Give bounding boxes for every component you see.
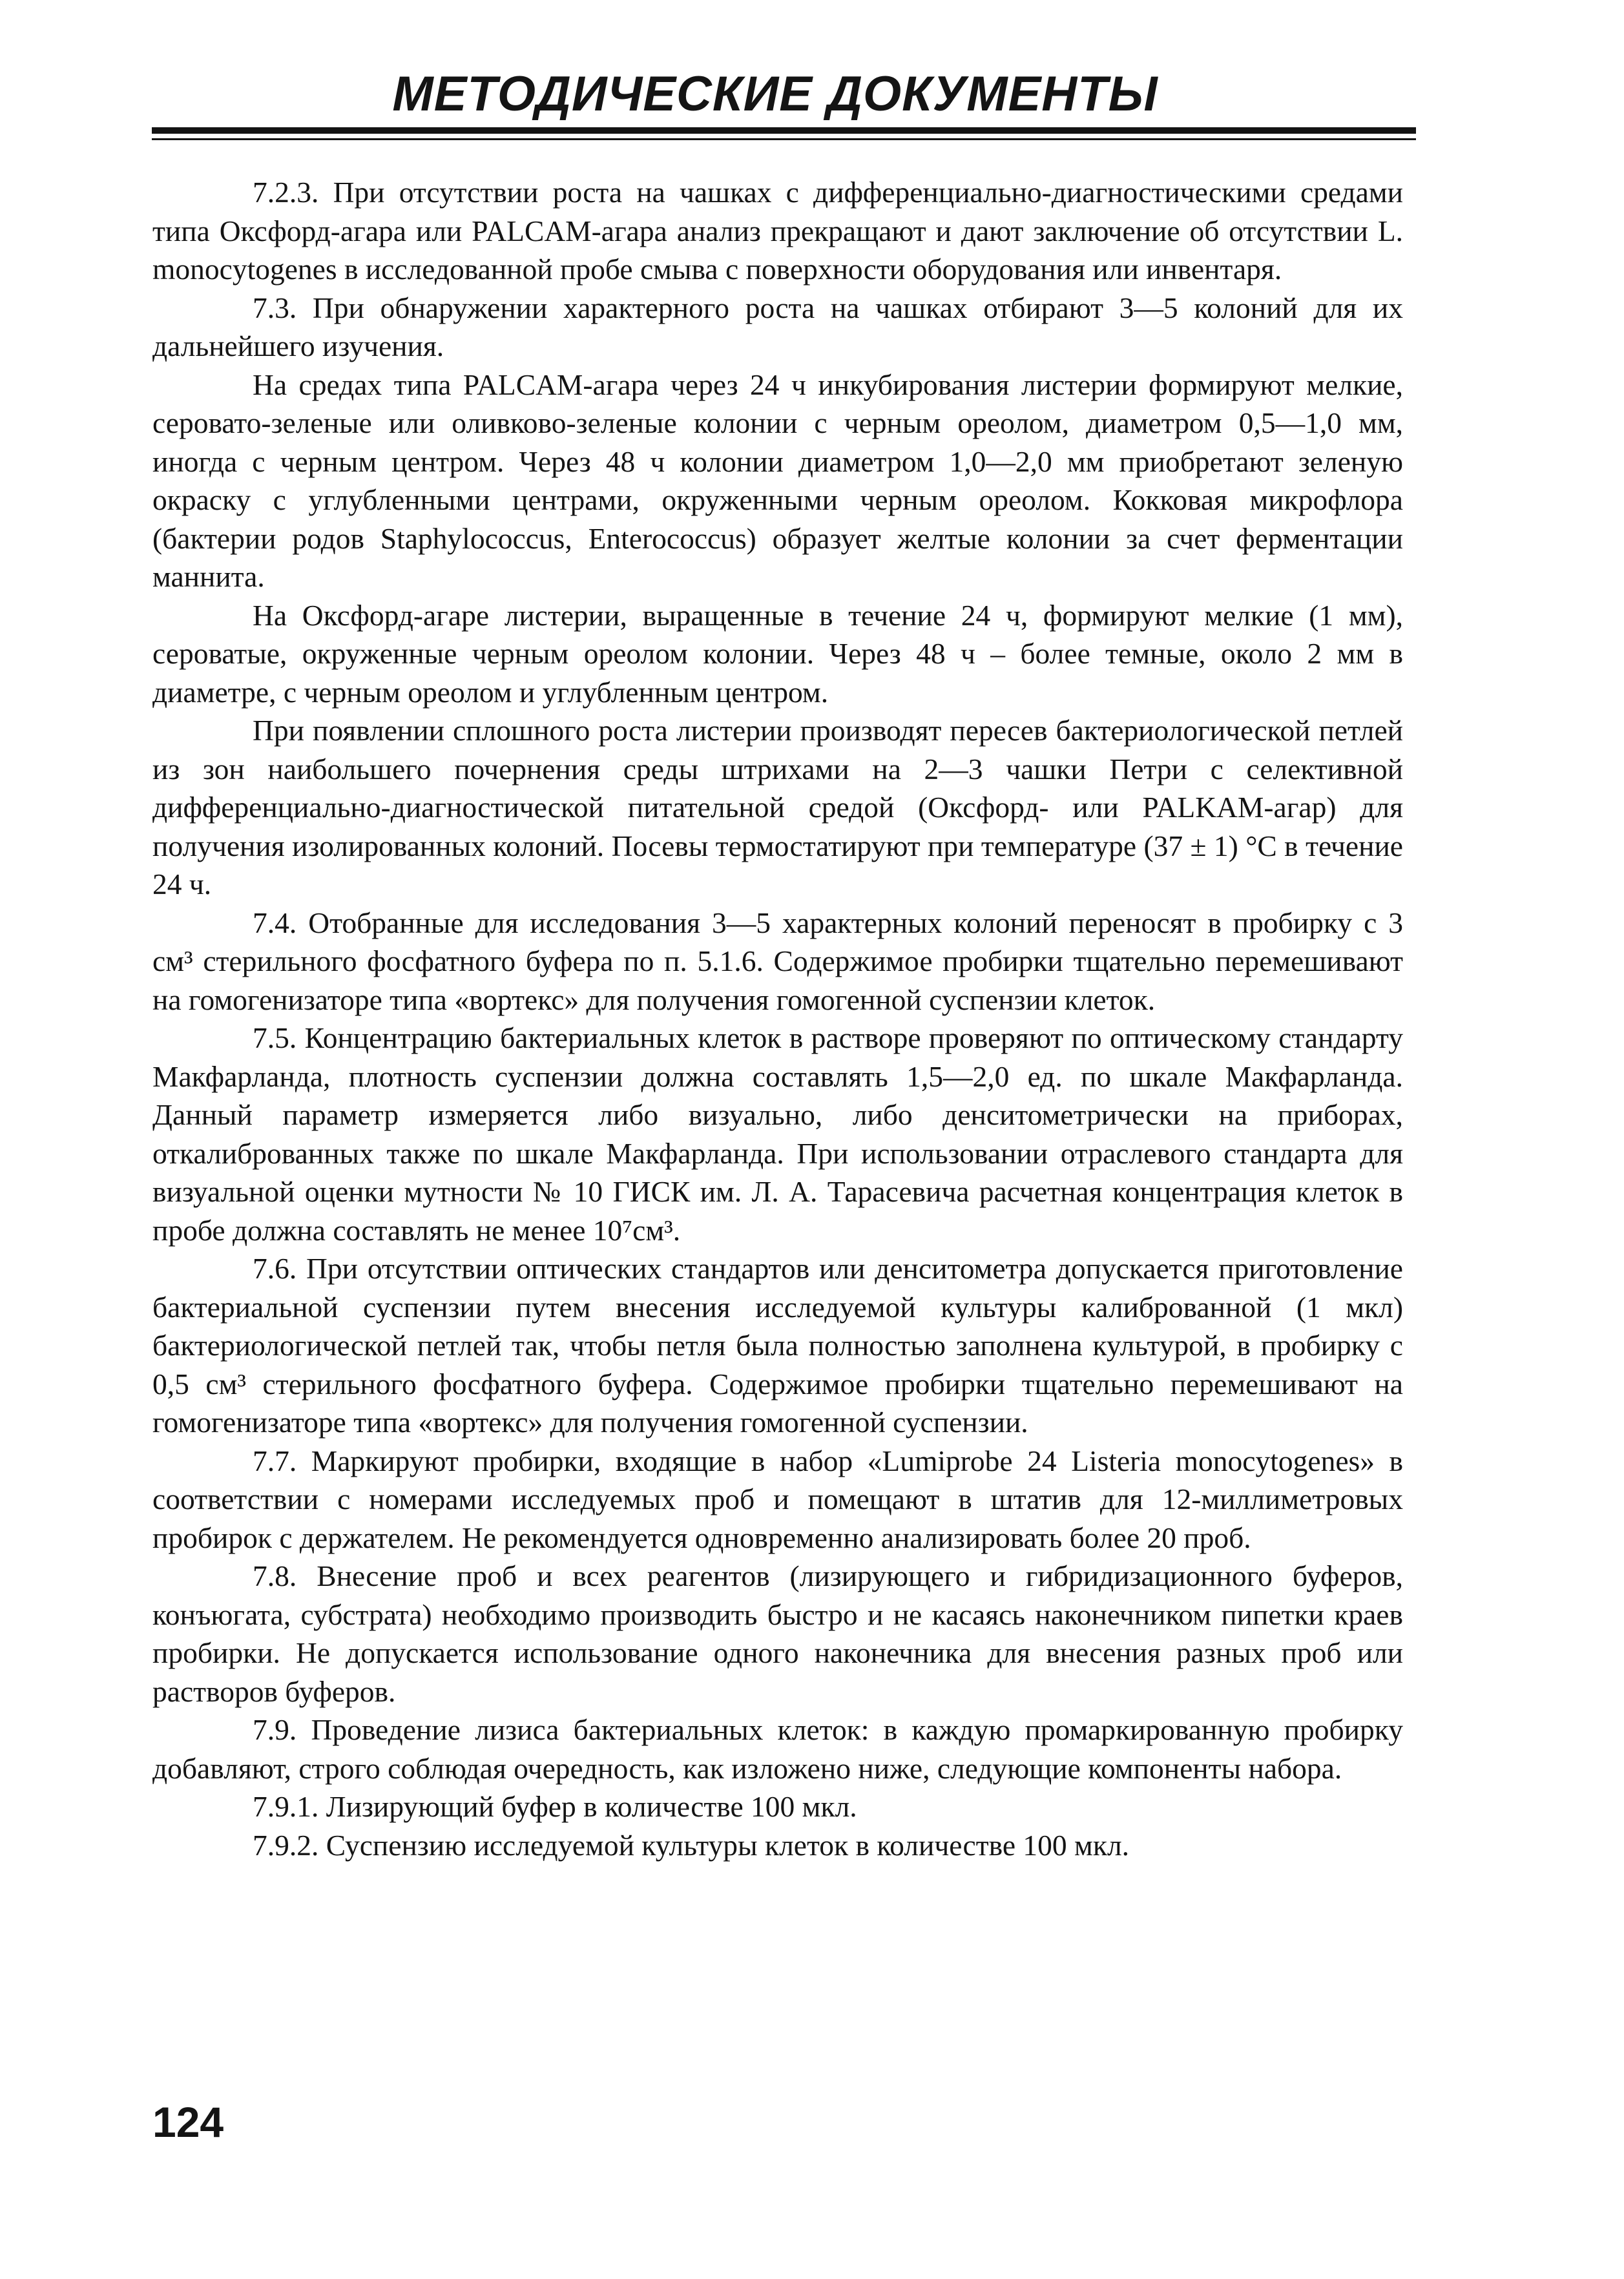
page-number: 124 — [152, 2098, 224, 2146]
body-text — [152, 173, 1403, 1864]
paragraph-oxford: На Оксфорд-агаре листерии, выращенные в течение 24 ч, формируют мелкие (1 мм), сероватые, окруженные черным ореолом колонии. Через 48 ч – более темные, около 2 мм в диаметре, с черным ореолом и углубленным центром. — [152, 598, 1403, 709]
paragraph-7-4: 7.4. Отобранные для исследования 3—5 характерных колоний переносят в пробирку с 3 см³ стерильного фосфатного буфера по п. 5.1.6. Содержимое пробирки тщательно перемешивают на гомогенизаторе типа «вортекс» для получения гомогенной суспензии клеток. — [152, 906, 1403, 1016]
page-header-title: МЕТОДИЧЕСКИЕ ДОКУМЕНТЫ — [392, 67, 1158, 121]
paragraph-7-9-1: 7.9.1. Лизирующий буфер в количестве 100 мкл. — [253, 1790, 857, 1823]
paragraph-7-9: 7.9. Проведение лизиса бактериальных клеток: в каждую промаркированную пробирку добавляют, строго соблюдая очередность, как изложено ниже, следующие компоненты набора. — [152, 1713, 1403, 1785]
header-rule-thin — [152, 138, 1416, 140]
header-rule-thick — [152, 127, 1416, 134]
paragraph-7-3: 7.3. При обнаружении характерного роста на чашках отбирают 3—5 колоний для их дальнейшего изучения. — [152, 291, 1403, 362]
paragraph-7-8: 7.8. Внесение проб и всех реагентов (лизирующего и гибридизационного буферов, конъюгата, субстрата) необходимо производить быстро и не касаясь наконечником пипетки краев пробирки. Не допускается использование одного наконечника для внесения разных проб или растворов буферов. — [152, 1559, 1403, 1708]
paragraph-7-9-2: 7.9.2. Суспензию исследуемой культуры клеток в количестве 100 мкл. — [253, 1828, 1130, 1862]
paragraph-palcam: На средах типа PALCAM-агара через 24 ч инкубирования листерии формируют мелкие, серовато-зеленые или оливково-зеленые колонии с черным ореолом, диаметром 0,5—1,0 мм, иногда с черным центром. Через 48 ч колонии диаметром 1,0—2,0 мм приобретают зеленую окраску с углубленными центрами, окруженными черным ореолом. Кокковая микрофлора (бактерии родов Staphylococcus, Enterococcus) образует желтые колонии за счет ферментации маннита. — [152, 368, 1403, 593]
paragraph-7-7: 7.7. Маркируют пробирки, входящие в набор «Lumiprobe 24 Listeria monocytogenes» в соответствии с номерами исследуемых проб и помещают в штатив для 12-миллиметровых пробирок с держателем. Не рекомендуется одновременно анализировать более 20 проб. — [152, 1444, 1403, 1554]
paragraph-7-5: 7.5. Концентрацию бактериальных клеток в растворе проверяют по оптическому стандарту Макфарланда, плотность суспензии должна составлять 1,5—2,0 ед. по шкале Макфарланда. Данный параметр измеряется либо визуально, либо денситометрически на приборах, откалиброванных также по шкале Макфарланда. При использовании отраслевого стандарта для визуальной оценки мутности № 10 ГИСК им. Л. А. Тарасевича расчетная концентрация клеток в пробе должна составлять не менее 10⁷см³. — [152, 1021, 1403, 1247]
paragraph-reseeding: При появлении сплошного роста листерии производят пересев бактериологической петлей из зон наибольшего почернения среды штрихами на 2—3 чашки Петри с селективной дифференциально-диагностической питательной средой (Оксфорд- или PALKAM-агар) для получения изолированных колоний. Посевы термостатируют при температуре (37 ± 1) °С в течение 24 ч. — [152, 714, 1403, 900]
paragraph-7-2-3: 7.2.3. При отсутствии роста на чашках с дифференциально-диагностическими средами типа Оксфорд-агара или PALCAM-агара анализ прекращают и дают заключение об отсутствии L. monocytogenes в исследованной пробе смыва с поверхности оборудования или инвентаря. — [152, 176, 1403, 286]
paragraph-7-6: 7.6. При отсутствии оптических стандартов или денситометра допускается приготовление бактериальной суспензии путем внесения исследуемой культуры калиброванной (1 мкл) бактериологической петлей так, чтобы петля была полностью заполнена культурой, в пробирку с 0,5 см³ стерильного фосфатного буфера. Содержимое пробирки тщательно перемешивают на гомогенизаторе типа «вортекс» для получения гомогенной суспензии. — [152, 1252, 1403, 1439]
